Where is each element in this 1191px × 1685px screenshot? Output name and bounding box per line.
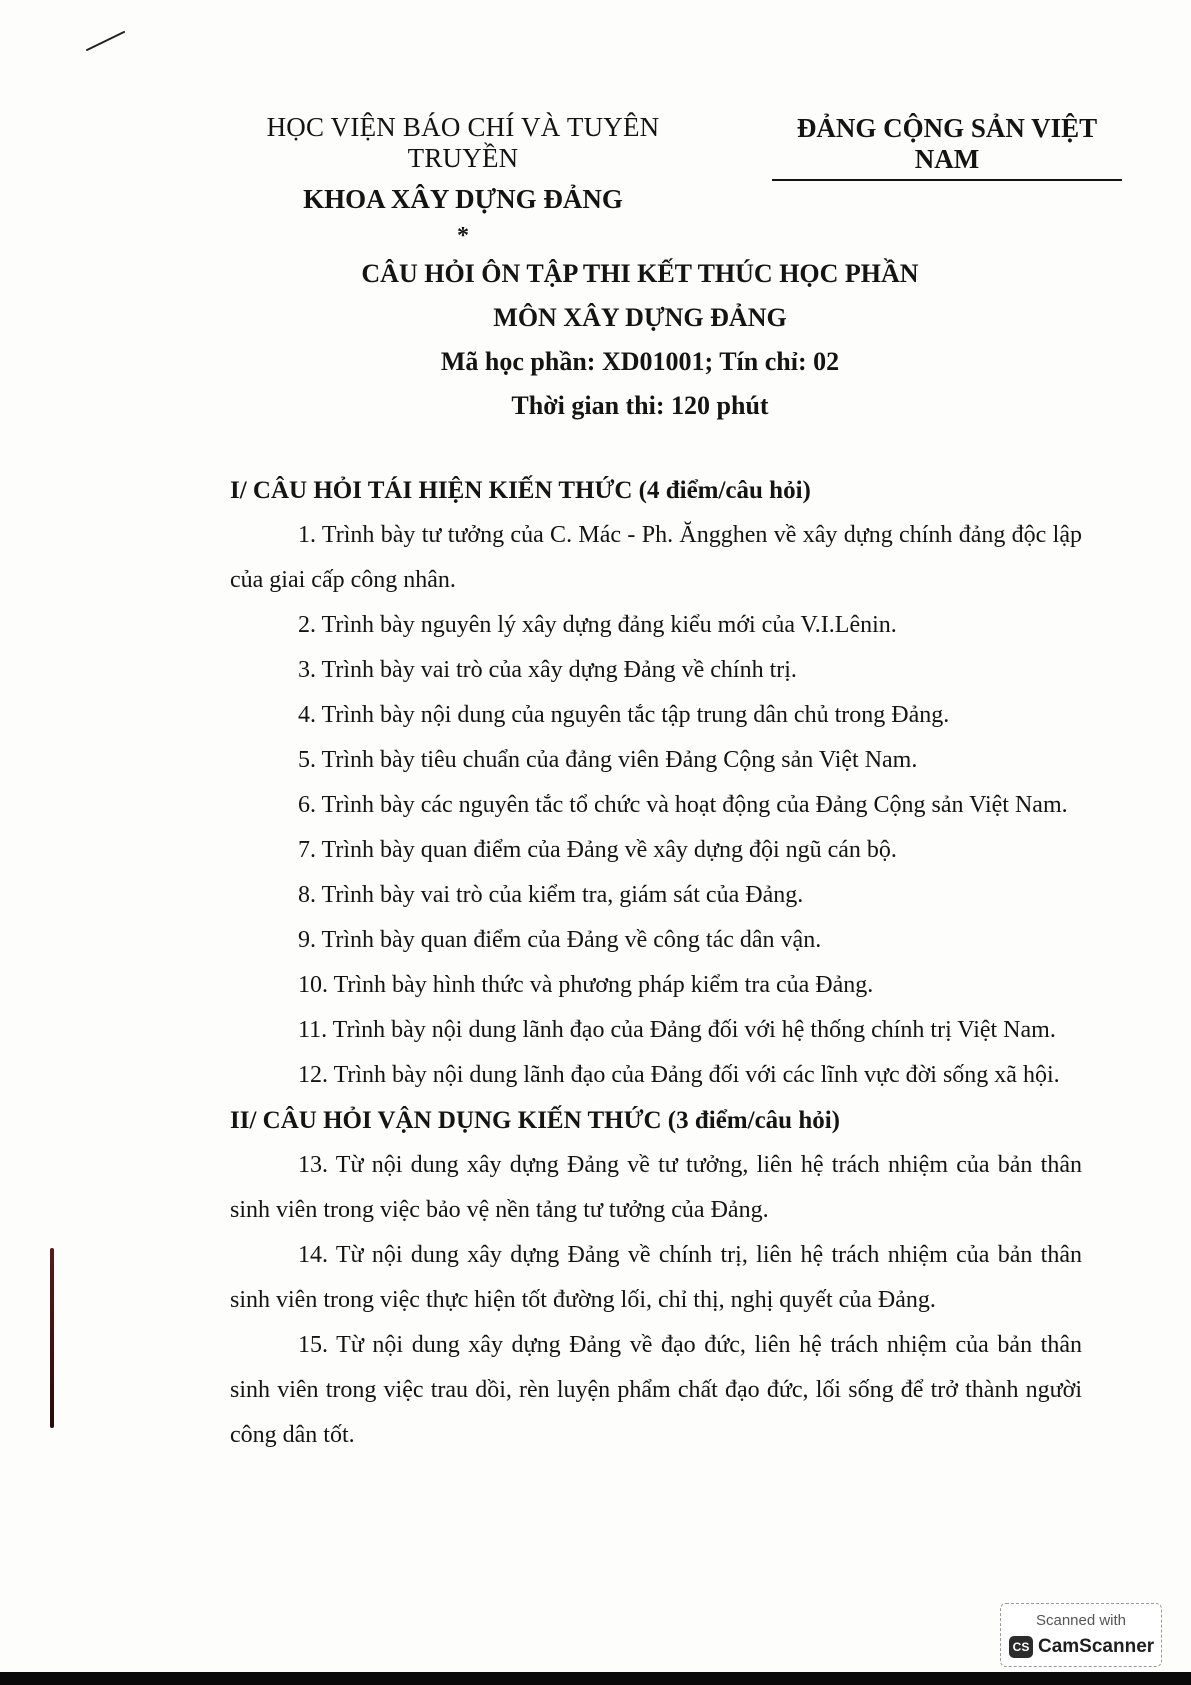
question-item: 15. Từ nội dung xây dựng Đảng về đạo đức, liên hệ trách nhiệm của bản thân sinh viên trong việc trau dồi, rèn luyện phẩm chất đạo đức, lối sống để trở thành người công dân tốt. — [230, 1332, 1082, 1448]
document-title-block — [300, 252, 980, 428]
question-item: 6. Trình bày các nguyên tắc tổ chức và hoạt động của Đảng Cộng sản Việt Nam. — [298, 792, 1068, 818]
pen-stroke-mark — [86, 28, 126, 52]
institution-name: HỌC VIỆN BÁO CHÍ VÀ TUYÊN TRUYỀN — [266, 112, 660, 173]
question-item: 13. Từ nội dung xây dựng Đảng về tư tưởng, liên hệ trách nhiệm của bản thân sinh viên trong việc bảo vệ nền tảng tư tưởng của Đảng. — [230, 1152, 1082, 1223]
scan-bottom-edge — [0, 1672, 1191, 1685]
faculty-name: KHOA XÂY DỰNG ĐẢNG — [303, 184, 623, 214]
question-item: 5. Trình bày tiêu chuẩn của đảng viên Đảng Cộng sản Việt Nam. — [298, 747, 918, 773]
camscanner-brand-label: CamScanner — [1038, 1636, 1155, 1657]
camscanner-watermark — [1000, 1603, 1162, 1667]
question-item: 14. Từ nội dung xây dựng Đảng về chính trị, liên hệ trách nhiệm của bản thân sinh viên trong việc thực hiện tốt đường lối, chỉ thị, nghị quyết của Đảng. — [230, 1242, 1082, 1313]
header-left — [218, 112, 708, 250]
question-item: 11. Trình bày nội dung lãnh đạo của Đảng đối với hệ thống chính trị Việt Nam. — [298, 1017, 1056, 1043]
question-item: 8. Trình bày vai trò của kiểm tra, giám sát của Đảng. — [298, 882, 804, 908]
camscanner-logo-icon: CS — [1009, 1636, 1033, 1658]
course-code: Mã học phần: XD01001; Tín chỉ: 02 — [440, 347, 840, 376]
title-line-2: MÔN XÂY DỰNG ĐẢNG — [493, 303, 787, 332]
title-line-1: CÂU HỎI ÔN TẬP THI KẾT THÚC HỌC PHẦN — [361, 259, 919, 288]
question-item: 4. Trình bày nội dung của nguyên tắc tập trung dân chủ trong Đảng. — [298, 702, 950, 728]
question-item: 9. Trình bày quan điểm của Đảng về công tác dân vận. — [298, 927, 822, 953]
section-1-heading: I/ CÂU HỎI TÁI HIỆN KIẾN THỨC (4 điểm/câu hỏi) — [230, 477, 811, 504]
question-list — [230, 468, 1082, 1458]
question-item: 10. Trình bày hình thức và phương pháp kiểm tra của Đảng. — [298, 972, 874, 998]
question-item: 2. Trình bày nguyên lý xây dựng đảng kiểu mới của V.I.Lênin. — [298, 612, 897, 638]
scan-edge-strip — [50, 1248, 54, 1428]
header-star: * — [457, 223, 469, 249]
question-item: 12. Trình bày nội dung lãnh đạo của Đảng đối với các lĩnh vực đời sống xã hội. — [298, 1062, 1060, 1088]
question-item: 3. Trình bày vai trò của xây dựng Đảng về chính trị. — [298, 657, 797, 683]
question-item: 7. Trình bày quan điểm của Đảng về xây dựng đội ngũ cán bộ. — [298, 837, 897, 863]
header-right — [772, 113, 1122, 181]
section-2-heading: II/ CÂU HỎI VẬN DỤNG KIẾN THỨC (3 điểm/câu hỏi) — [230, 1107, 840, 1134]
question-item: 1. Trình bày tư tưởng của C. Mác - Ph. Ăngghen về xây dựng chính đảng độc lập của giai cấp công nhân. — [230, 522, 1082, 593]
scanned-with-label: Scanned with — [1035, 1612, 1127, 1629]
party-name: ĐẢNG CỘNG SẢN VIỆT NAM — [772, 113, 1122, 181]
exam-duration: Thời gian thi: 120 phút — [511, 391, 769, 420]
camscanner-brand-row — [1009, 1636, 1154, 1658]
